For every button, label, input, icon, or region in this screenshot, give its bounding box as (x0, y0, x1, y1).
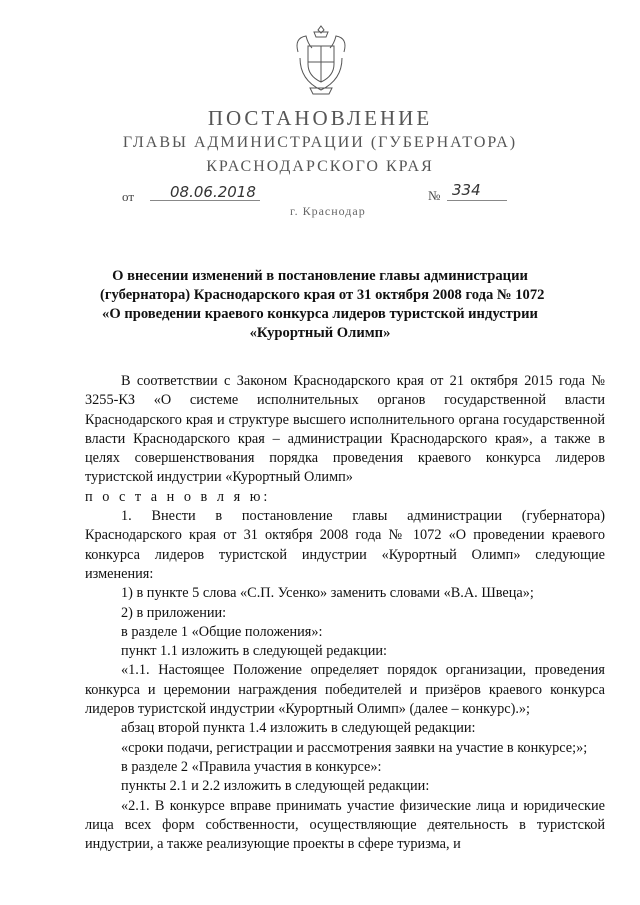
paragraph: абзац второй пункта 1.4 изложить в следующей редакции: (121, 720, 476, 737)
paragraph: «сроки подачи, регистрации и рассмотрения заявки на участие в конкурсе;»; (121, 739, 588, 756)
title-line: «О проведении краевого конкурса лидеров туристской индустрии (102, 306, 538, 322)
number-value: 334 (452, 181, 481, 199)
title-line: (губернатора) Краснодарского края от 31 октября 2008 года № 1072 (100, 287, 545, 303)
paragraph: 1) в пункте 5 слова «С.П. Усенко» заменить словами «В.А. Швеца»; (121, 585, 534, 602)
issuer-heading: ГЛАВЫ АДМИНИСТРАЦИИ (ГУБЕРНАТОРА) (122, 134, 518, 151)
date-prefix: от (122, 189, 135, 204)
paragraph: пункты 2.1 и 2.2 изложить в следующей редакции: (121, 778, 430, 795)
paragraph: «2.1. В конкурсе вправе принимать участие физические лица и юридические лица всех форм собственности, осуществляющие деятельность в туристской индустрии, а также реализующие проекты в сфере туризма, и (85, 797, 605, 853)
date-underline (150, 200, 260, 201)
document-type-heading: ПОСТАНОВЛЕНИЕ (207, 106, 433, 130)
region-heading: КРАСНОДАРСКОГО КРАЯ (206, 158, 434, 175)
resolution-word: п о с т а н о в л я ю: (85, 488, 271, 505)
document-title (100, 267, 545, 343)
paragraph: пункт 1.1 изложить в следующей редакции: (121, 643, 388, 660)
coat-of-arms-emblem (292, 22, 350, 98)
paragraph: 1. Внести в постановление главы администрации (губернатора) Краснодарского края от 31 октября 2008 года № 1072 «О проведении краевого конкурса лидеров туристской индустрии «Курортный Олимп» следующие изменения: (85, 508, 605, 582)
city-label: г. Краснодар (290, 204, 366, 218)
paragraph: 2) в приложении: (121, 604, 227, 621)
number-prefix: № (428, 188, 441, 203)
paragraph: в разделе 2 «Правила участия в конкурсе»: (121, 758, 382, 775)
paragraph: «1.1. Настоящее Положение определяет порядок организации, проведения конкурса и церемонии награждения победителей и призёров краевого конкурса лидеров туристской индустрии «Курортный Олимп» (далее – конкурс).»; (85, 662, 605, 718)
title-line: «Курортный Олимп» (249, 325, 391, 341)
number-underline (447, 200, 507, 201)
date-value: 08.06.2018 (170, 183, 256, 201)
document-body (85, 372, 605, 854)
paragraph: В соответствии с Законом Краснодарского края от 21 октября 2015 года № 3255-КЗ «О системе исполнительных органов государственной власти Краснодарского края и структуре высшего исполнительного органа государственной власти Краснодарского края – администрации Краснодарского края», а также в целях совершенствования порядка проведения краевого конкурса лидеров туристской индустрии «Курортный Олимп» (85, 373, 605, 486)
title-line: О внесении изменений в постановление главы администрации (112, 268, 528, 284)
paragraph: в разделе 1 «Общие положения»: (121, 623, 323, 640)
